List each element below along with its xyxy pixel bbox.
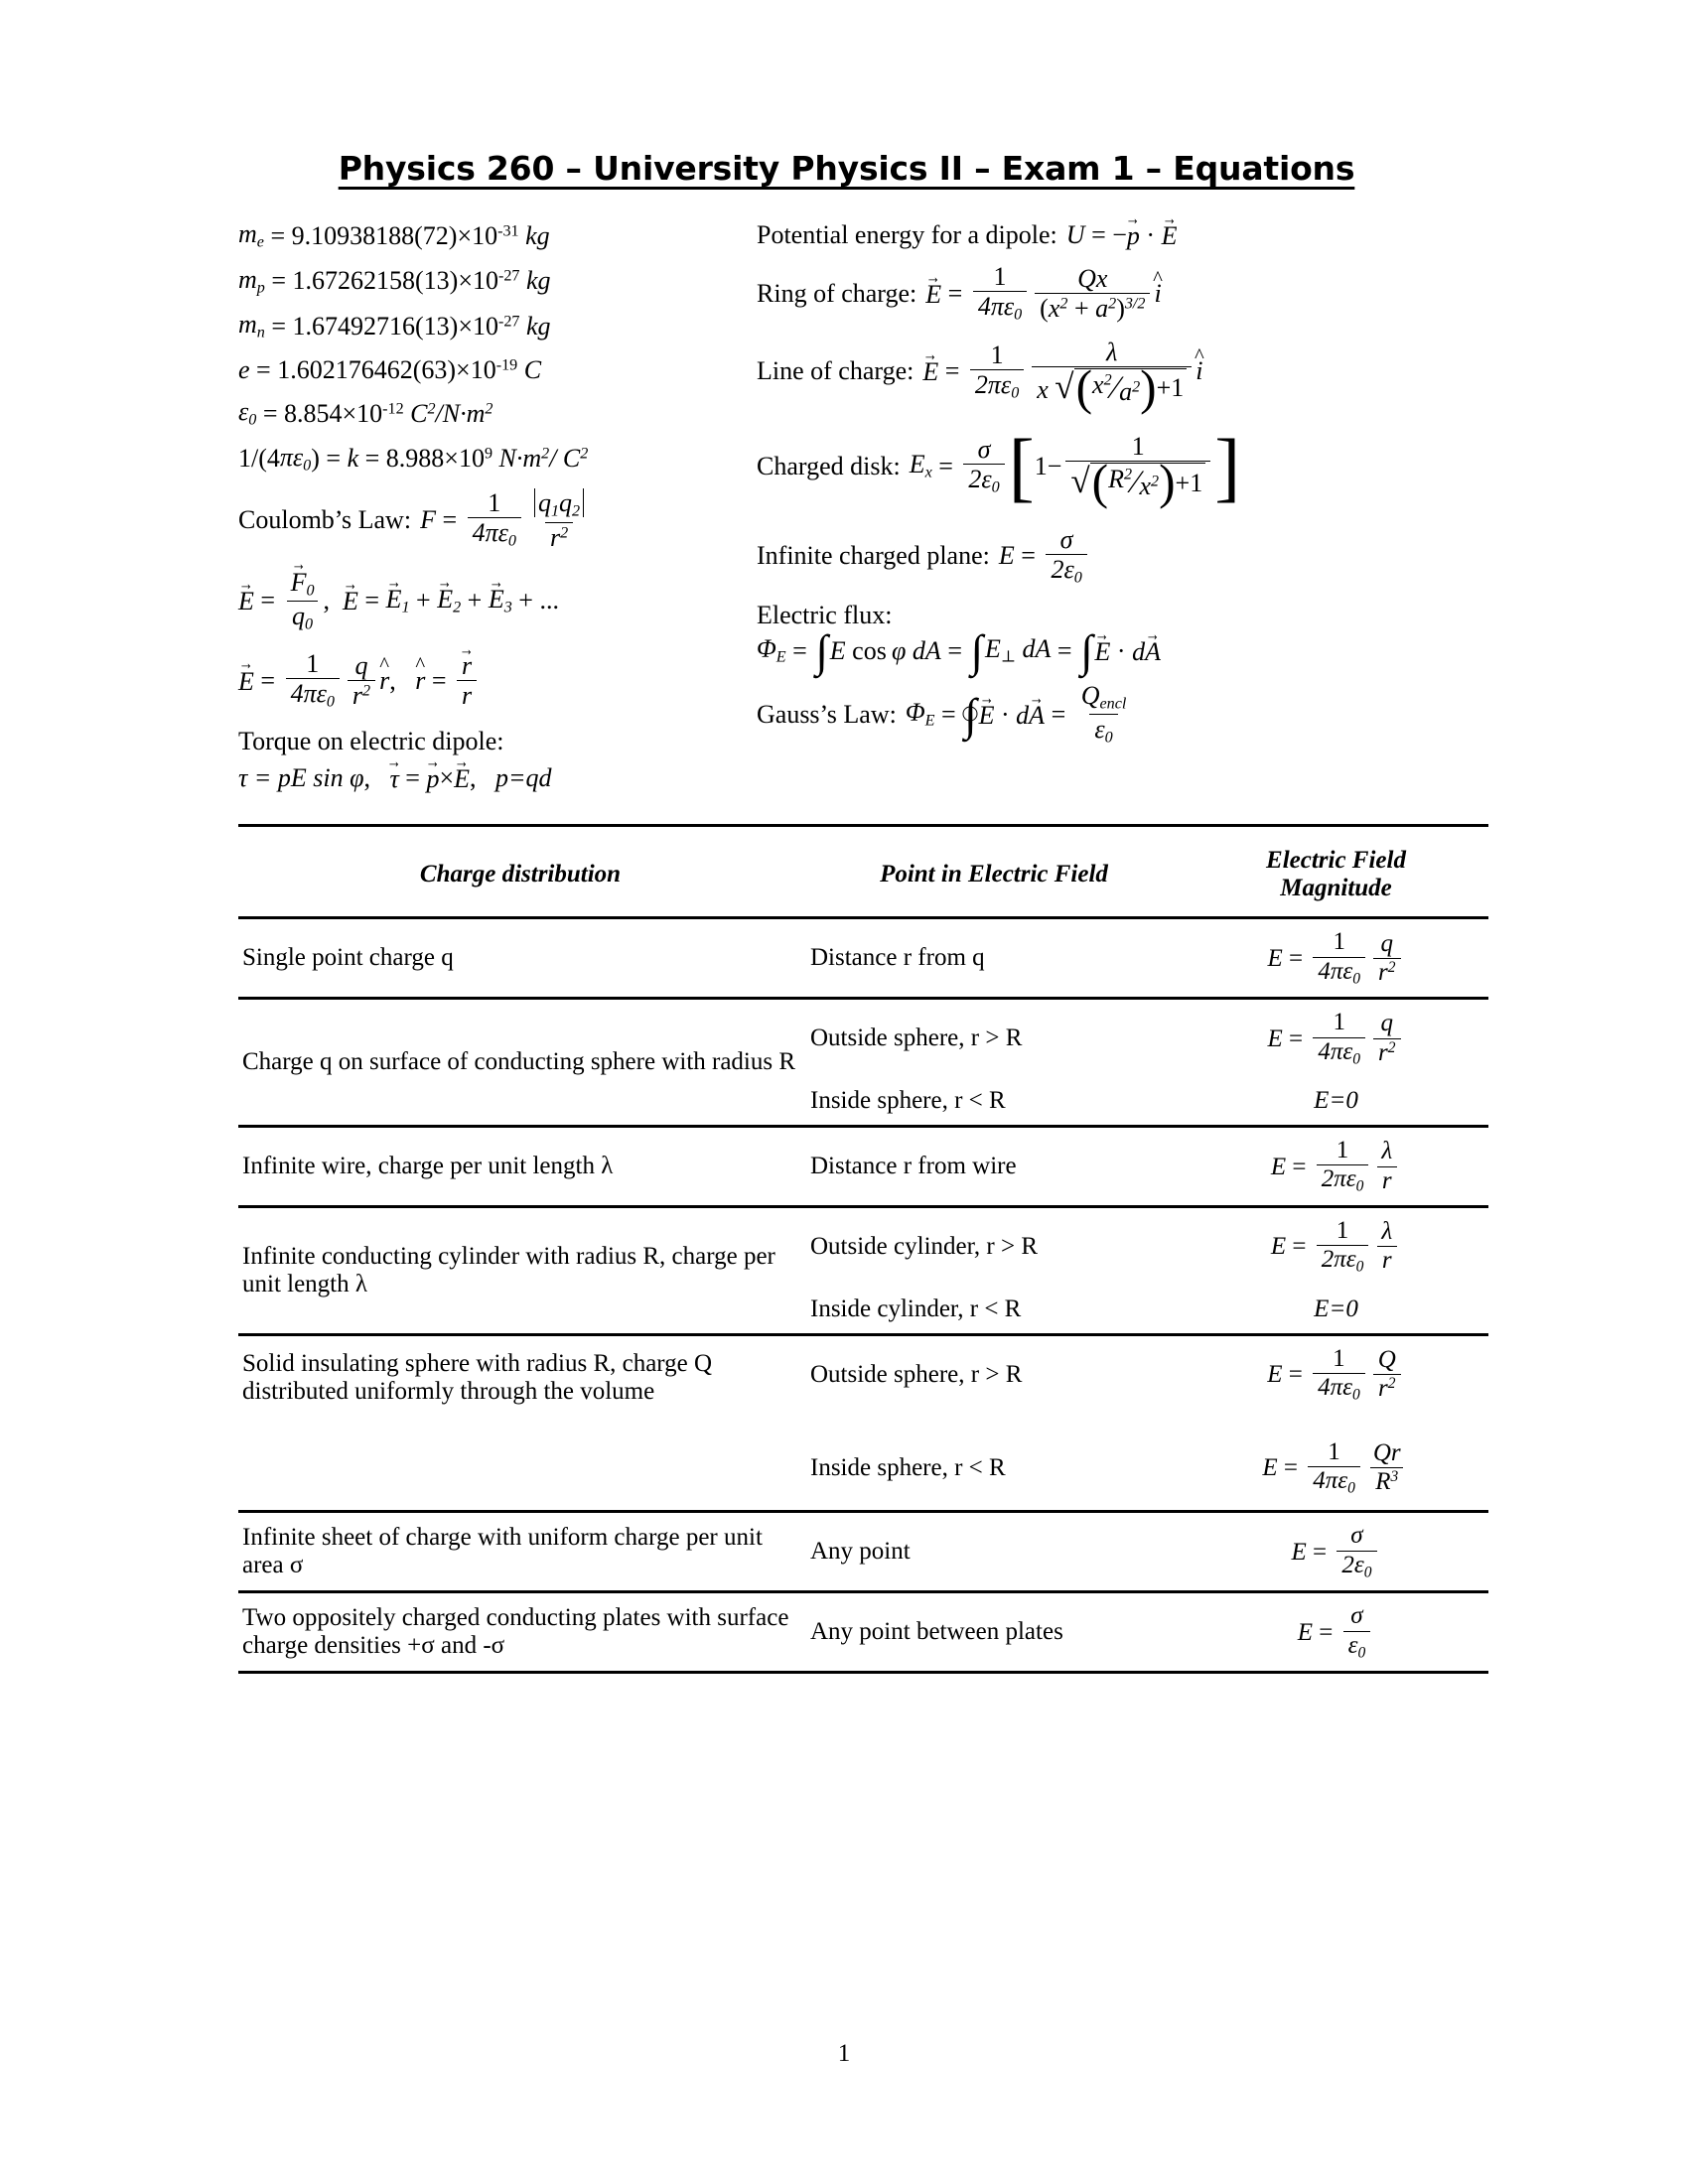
cell-point: Inside sphere, r < R [810, 1453, 1006, 1481]
cell-field: E=0 [1314, 1087, 1358, 1115]
dipole-potential-energy: Potential energy for a dipole: U = − p → · E → [757, 221, 1455, 249]
cell-distribution: Charge q on surface of conducting sphere with radius R [238, 999, 804, 1127]
plane-label: Infinite charged plane: [757, 541, 990, 571]
cell-field: E = $\frac{1}{4\pi\varepsilon_0}$ $\frac{Q}{r^2}$ [1184, 1334, 1488, 1413]
table-row [238, 1127, 1488, 1207]
cell-point: Outside cylinder, r > R [804, 1206, 1184, 1285]
torque-label: Torque on electric dipole: [238, 727, 504, 756]
page-title: Physics 260 – University Physics II – Exam 1 – Equations [338, 149, 1355, 188]
infinite-charged-plane: Infinite charged plane: E = $\frac{\sigma}{2\varepsilon_0}$ [757, 526, 1455, 588]
flux-label: Electric flux: [757, 601, 893, 630]
cell-point: Any point [804, 1512, 1184, 1592]
rule-cell [804, 1673, 1184, 1675]
constant-coulomb-k: 1/(4 $\pi\varepsilon_0$ ) = k = 8.988 $\times 10^9$ $N\cdot m^2/$ $C^2$ [238, 442, 589, 474]
header-field-magnitude: Electric Field Magnitude [1184, 826, 1488, 918]
cell-point: Distance r from wire [804, 1127, 1184, 1207]
coulombs-law-label: Coulomb’s Law: [238, 504, 412, 534]
cell-field: E = $\frac{\sigma}{2\varepsilon_0}$ [1184, 1512, 1488, 1592]
charged-disk: Charged disk: $E_x$ = $\frac{\sigma}{2\varepsilon_0}$ [ 1− 1 √ ( $R^2$ ⁄ $x^2$ ) +1 ] [757, 422, 1241, 510]
cell-field: E = $\frac{1}{4\pi\varepsilon_0}$ $\frac{q}{r^2}$ [1184, 999, 1488, 1077]
formula-columns [238, 221, 1455, 808]
table-row [238, 999, 1488, 1077]
table-row [238, 1206, 1488, 1285]
header-point-in-field: Point in Electric Field [804, 826, 1184, 918]
constants-column [238, 221, 735, 808]
constant-elementary-charge: e = 1.602176462(63) $\times 10^{-19}$ C [238, 354, 542, 384]
constant-epsilon-zero: $\varepsilon_0$ = 8.854 $\times 10^{-12}$ $C^2/N\cdot m^2$ [238, 396, 493, 429]
torque-scalar: τ = pE sin φ [238, 763, 364, 793]
cell-field: E = $\frac{1}{2\pi\varepsilon_0}$ $\frac{\lambda}{r}$ [1184, 1127, 1488, 1207]
cell-field: E = $\frac{\sigma}{\varepsilon_0}$ [1184, 1592, 1488, 1673]
header-charge-distribution: Charge distribution [238, 826, 804, 918]
page-number: 1 [837, 2040, 851, 2067]
cell-field: E=0 [1314, 1295, 1358, 1322]
cell-distribution: Solid insulating sphere with radius R, charge Q distributed uniformly through the volume [238, 1334, 804, 1512]
table-row [238, 1334, 1488, 1413]
table-row [238, 1592, 1488, 1673]
e-field-definition: E → = $\frac{F \to_0}{q_0}$ , E → = $E \to_1$ + $E \to_2$ + $E \to_3$ + ... [238, 567, 735, 634]
cell-point: Distance r from q [804, 918, 1184, 999]
rule-cell [238, 1673, 804, 1675]
gauss-label: Gauss’s Law: [757, 699, 897, 729]
cell-distribution: Infinite sheet of charge with uniform charge per unit area σ [238, 1512, 804, 1592]
ring-of-charge: Ring of charge: E → = $\frac{1}{4\pi\varepsilon_0}$ $\frac{Qx}{(x^2 + a^2)^{3/2}}$ i ^ [757, 263, 1455, 325]
dipole-energy-label: Potential energy for a dipole: [757, 220, 1057, 249]
equations-column [735, 221, 1455, 761]
constant-proton-mass: $m_p$ = 1.67262158(13) $\times 10^{-27}$ kg [238, 264, 551, 297]
cell-distribution: Single point charge q [238, 918, 804, 999]
page-content [238, 149, 1455, 1674]
table-row [238, 1512, 1488, 1592]
ring-label: Ring of charge: [757, 278, 917, 308]
cell-point: Outside sphere, r > R [804, 1334, 1184, 1413]
dipole-moment: p=qd [495, 763, 552, 793]
constant-neutron-mass: $m_n$ = 1.67492716(13) $\times 10^{-27}$ kg [238, 310, 551, 341]
table-row [238, 918, 1488, 999]
cell-distribution: Infinite conducting cylinder with radius R, charge per unit length λ [238, 1206, 804, 1334]
torque-equations: τ = pE sin φ , τ → = p → × E → , p=qd [238, 764, 735, 792]
gauss-law: Gauss’s Law: $\Phi_E$ = ∫ E → · dA → = $\frac{Q_{encl}}{\varepsilon_0}$ [757, 682, 1455, 748]
cell-point: Inside cylinder, r < R [810, 1295, 1022, 1322]
table-header-row [238, 826, 1488, 918]
cell-point: Any point between plates [804, 1592, 1184, 1673]
disk-label: Charged disk: [757, 451, 901, 480]
electric-flux-equation: $\Phi_E$ = ∫ E cos φ dA = ∫ $E_\perp$ dA = ∫ E → · dA → [757, 636, 1455, 666]
coulombs-law: Coulomb’s Law: F = $\frac{1}{4\pi\varepsilon_0}$ $\frac{q_1q_2}{r^2}$ [238, 489, 735, 551]
line-of-charge: Line of charge: E → = $\frac{1}{2\pi\varepsilon_0}$ λ x √ ( $x^2$ ⁄ $a^2$ ) +1 i ^ [757, 339, 1455, 405]
rule-cell [1184, 1673, 1488, 1675]
cell-field: E = $\frac{1}{4\pi\varepsilon_0}$ $\frac{Qr}{R^3}$ [1184, 1414, 1488, 1512]
electric-field-table [238, 824, 1488, 1674]
cell-distribution: Infinite wire, charge per unit length λ [238, 1127, 804, 1207]
cell-point: Outside sphere, r > R [804, 999, 1184, 1077]
efield-table-wrap [238, 824, 1455, 1674]
point-charge-field: E → = $\frac{1}{4\pi\varepsilon_0}$ $\frac{q}{r^2}$ r ^ , r ^ = $\frac{r \to}{r}$ [238, 650, 735, 712]
constant-electron-mass: $m_e$ = 9.10938188(72) $\times 10^{-31}$ kg [238, 219, 550, 251]
line-label: Line of charge: [757, 356, 914, 386]
table-bottom-rule [238, 1673, 1488, 1675]
cell-field: E = $\frac{1}{2\pi\varepsilon_0}$ $\frac{\lambda}{r}$ [1184, 1206, 1488, 1285]
cell-point: Inside sphere, r < R [810, 1087, 1006, 1115]
cell-distribution: Two oppositely charged conducting plates with surface charge densities +σ and -σ [238, 1592, 804, 1673]
cell-field: E = $\frac{1}{4\pi\varepsilon_0}$ $\frac{q}{r^2}$ [1184, 918, 1488, 999]
